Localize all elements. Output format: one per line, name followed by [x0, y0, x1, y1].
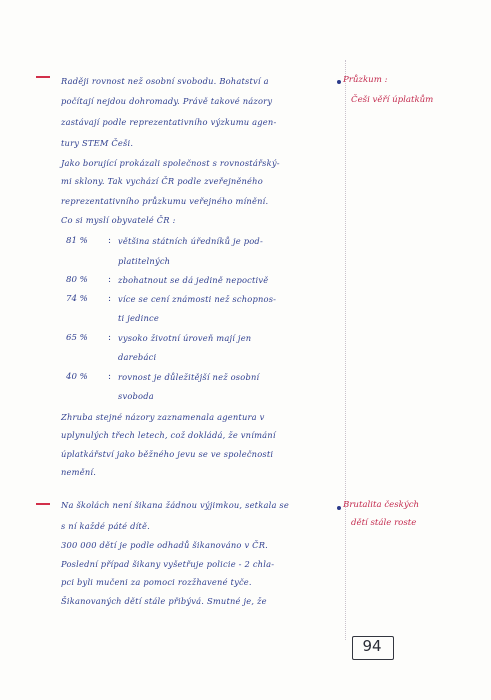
stat-text: rovnost je důležitější než osobní	[118, 372, 260, 382]
stat-text: ti jedince	[118, 313, 159, 323]
margin-guide-line	[345, 60, 346, 640]
text-line: Na školách není šikana žádnou výjimkou, setkala se	[61, 500, 289, 510]
text-line: pci byli mučeni za pomoci rozžhavené tyče.	[61, 577, 252, 587]
stat-colon: :	[108, 275, 112, 285]
stat-percent: 74 %	[66, 294, 88, 304]
stat-colon: :	[108, 372, 112, 382]
side-bullet-dot	[337, 506, 341, 510]
text-line: Šikanovaných dětí stále přibývá. Smutné je, že	[61, 596, 267, 606]
text-line: úplatkářství jako běžného jevu se ve společnosti	[61, 449, 274, 459]
text-line: 300 000 dětí je podle odhadů šikanováno v ČR.	[61, 540, 269, 550]
stat-text: více se cení známosti než schopnos-	[118, 294, 277, 304]
text-line: nemění.	[61, 467, 97, 477]
text-line: Jako borující prokázali společnost s rovnostářský-	[61, 158, 280, 168]
side-note-line: Průzkum :	[343, 75, 388, 85]
stat-text: vysoko životní úroveň mají jen	[118, 333, 252, 343]
text-line: Raději rovnost než osobní svobodu. Bohatství a	[61, 76, 269, 86]
red-dash-marker	[36, 503, 50, 505]
text-line: zastávají podle reprezentativního výzkumu agen-	[61, 117, 277, 127]
stat-colon: :	[108, 333, 112, 343]
stat-text: zbohatnout se dá jedině nepoctivě	[118, 275, 269, 285]
stat-text: darebáci	[118, 352, 157, 362]
stat-percent: 80 %	[66, 275, 88, 285]
text-line: s ní každé páté dítě.	[61, 521, 150, 531]
side-note-line: Češi věří úplatkům	[351, 95, 434, 105]
side-note-line: Brutalita českých	[343, 500, 420, 510]
text-line: mi sklony. Tak vychází ČR podle zveřejněného	[61, 176, 263, 186]
side-note-line: dětí stále roste	[351, 518, 417, 528]
stat-percent: 81 %	[66, 236, 88, 246]
text-line: uplynulých třech letech, což dokládá, že vnímání	[61, 430, 276, 440]
text-line: počítají nejdou dohromady. Právě takové názory	[61, 96, 273, 106]
text-line: Zhruba stejné názory zaznamenala agentura v	[61, 412, 265, 422]
page-number: 94	[362, 637, 382, 655]
text-line: reprezentativního průzkumu veřejného mínění.	[61, 196, 269, 206]
text-line: tury STEM Češi.	[61, 138, 134, 148]
text-line: Poslední případ šikany vyšetřuje policie - 2 chla-	[61, 559, 275, 569]
stat-colon: :	[108, 236, 112, 246]
text-line: Co si myslí obyvatelé ČR :	[61, 215, 176, 225]
stat-percent: 65 %	[66, 333, 88, 343]
stat-text: většina státních úředníků je pod-	[118, 236, 263, 246]
stat-text: svoboda	[118, 391, 154, 401]
red-dash-marker	[36, 76, 50, 78]
stat-colon: :	[108, 294, 112, 304]
side-bullet-dot	[337, 80, 341, 84]
stat-percent: 40 %	[66, 372, 88, 382]
stat-text: platitelných	[118, 256, 171, 266]
